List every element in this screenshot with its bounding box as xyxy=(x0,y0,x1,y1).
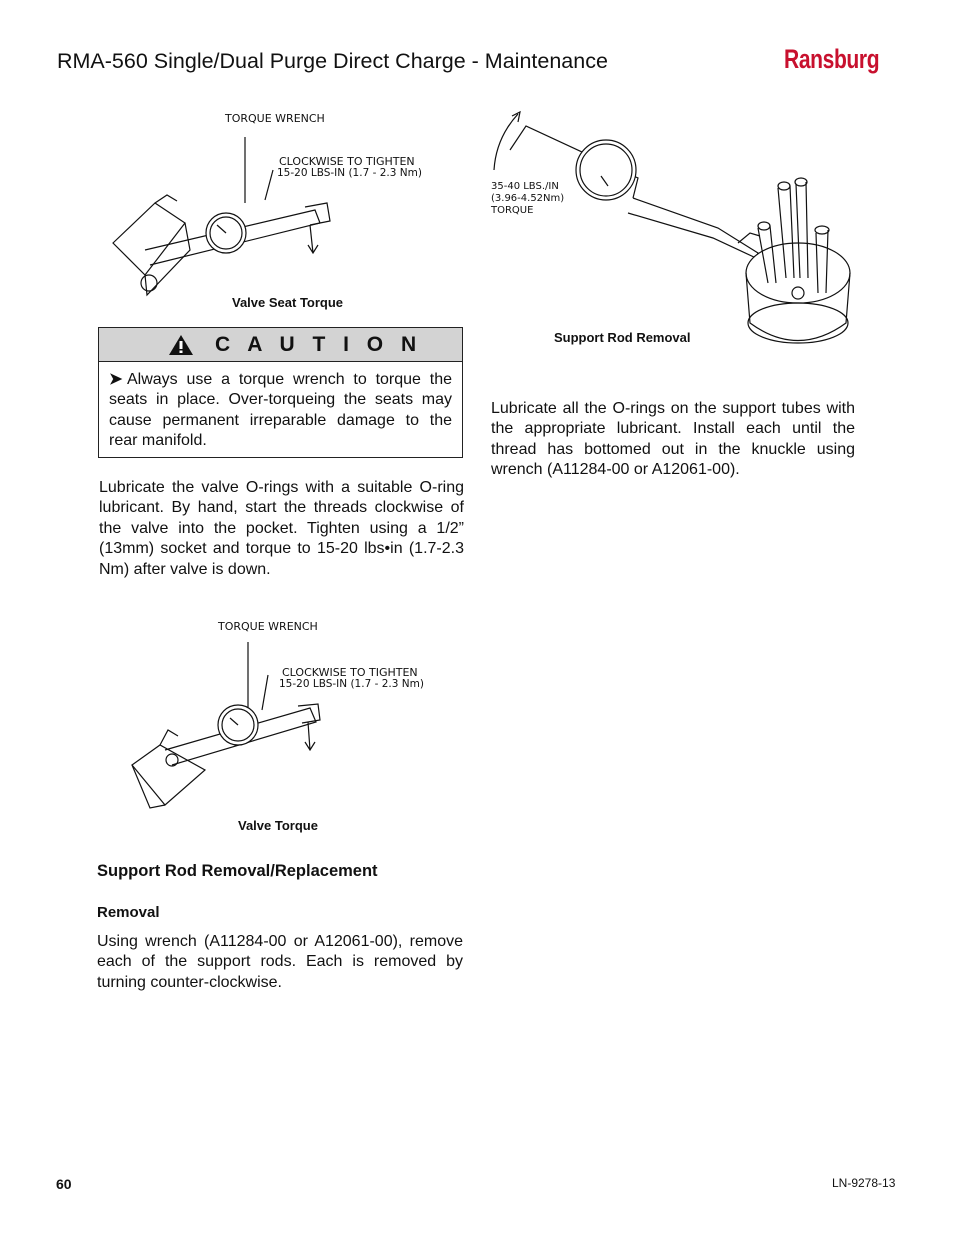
paragraph-lubricate-valve: Lubricate the valve O-rings with a suitable O-ring lubricant. By hand, start the threads clockwise of the valve into the pocket. Tighten using a 1/2” (13mm) socket and torque to 15-20 lbs•in (1.7-2.3 Nm) after valve is down. xyxy=(99,479,464,578)
paragraph-removal: Using wrench (A11284-00 or A12061-00), remove each of the support rods. Each is removed by turning counter-clockwise. xyxy=(97,933,463,991)
figure-label-clockwise: CLOCKWISE TO TIGHTEN xyxy=(282,666,418,679)
figure-label-torque-wrench: TORQUE WRENCH xyxy=(225,112,325,125)
figure-caption-valve-seat: Valve Seat Torque xyxy=(232,295,344,310)
caution-header xyxy=(99,328,462,362)
section-heading-support-rod: Support Rod Removal/Replacement xyxy=(97,862,378,880)
figure-label-torque-value: 15-20 LBS-IN (1.7 - 2.3 Nm) xyxy=(277,167,422,179)
figure-label-torque-line1: 35-40 LBS./IN xyxy=(491,181,559,192)
valve-wrench-illustration xyxy=(120,630,340,810)
figure-caption-valve: Valve Torque xyxy=(238,818,318,833)
paragraph-lubricate-support: Lubricate all the O-rings on the support tubes with the appropriate lubricant. Install each until the thread has bottomed out in the knuckle using wrench (A11284-00 or A12061-00). xyxy=(491,400,855,479)
caution-body xyxy=(109,370,452,452)
page-title: RMA-560 Single/Dual Purge Direct Charge - Maintenance xyxy=(57,49,608,73)
figure-label-torque-value: 15-20 LBS-IN (1.7 - 2.3 Nm) xyxy=(279,678,424,690)
figure-caption-support-rod: Support Rod Removal xyxy=(554,330,691,345)
caution-box xyxy=(98,327,463,458)
subheading-removal: Removal xyxy=(97,904,160,921)
brand-logo: Ransburg xyxy=(784,44,880,74)
figure-support-rod-removal xyxy=(488,108,868,368)
chevron-right-icon: ➤ xyxy=(109,371,123,388)
caution-text: Always use a torque wrench to torque the seats in place. Over-torqueing the seats may cause permanent irreparable damage to the rear manifold. xyxy=(109,371,452,450)
warning-triangle-icon xyxy=(168,334,194,356)
page-number: 60 xyxy=(56,1176,72,1192)
figure-label-torque-wrench: TORQUE WRENCH xyxy=(218,620,318,633)
figure-label-torque-line2: (3.96-4.52Nm) xyxy=(491,193,565,204)
figure-label-torque-line3: TORQUE xyxy=(491,205,534,216)
caution-title: C A U T I O N xyxy=(215,333,423,356)
figure-valve-torque xyxy=(120,612,465,837)
valve-seat-wrench-illustration xyxy=(105,125,345,300)
document-number: LN-9278-13 xyxy=(832,1176,896,1190)
figure-label-clockwise: CLOCKWISE TO TIGHTEN xyxy=(279,155,415,168)
support-rod-illustration xyxy=(488,108,868,368)
figure-valve-seat-torque xyxy=(105,105,465,320)
